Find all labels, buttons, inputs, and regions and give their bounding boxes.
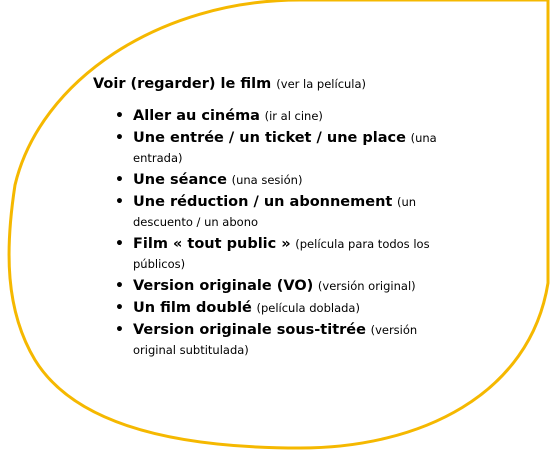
list-item (93, 128, 453, 168)
heading-translation: (ver la película) (276, 77, 367, 91)
bullet-icon: • (115, 300, 124, 316)
term-translation: (una entrada) (133, 131, 437, 165)
term-french: Version originale (VO) (133, 278, 314, 294)
term-french: Aller au cinéma (133, 108, 260, 124)
term-french: Un film doublé (133, 300, 252, 316)
bullet-icon: • (115, 172, 124, 188)
term-french: Une entrée / un ticket / une place (133, 130, 406, 146)
term-translation: (versión original) (317, 279, 416, 293)
term-french: Une réduction / un abonnement (133, 194, 393, 210)
bullet-icon: • (115, 130, 124, 146)
term-french: Film « tout public » (133, 236, 291, 252)
term-french: Version originale sous-titrée (133, 322, 366, 338)
vocab-list (93, 106, 453, 360)
list-item (93, 298, 453, 318)
term-french: Une séance (133, 172, 227, 188)
list-item (93, 192, 453, 232)
bullet-icon: • (115, 108, 124, 124)
list-item (93, 170, 453, 190)
heading-french: Voir (regarder) le film (93, 76, 272, 92)
list-item (93, 234, 453, 274)
term-translation: (ir al cine) (264, 109, 323, 123)
term-translation: (versión original subtitulada) (133, 323, 418, 357)
bullet-icon: • (115, 194, 124, 210)
term-translation: (una sesión) (231, 173, 303, 187)
vocab-content (93, 74, 453, 362)
bullet-icon: • (115, 278, 124, 294)
list-item (93, 106, 453, 126)
term-translation: (un descuento / un abono (133, 195, 417, 229)
term-translation: (película doblada) (256, 301, 360, 315)
term-translation: (película para todos los públicos) (133, 237, 430, 271)
bullet-icon: • (115, 322, 124, 338)
list-item (93, 276, 453, 296)
list-item (93, 320, 453, 360)
bullet-icon: • (115, 236, 124, 252)
section-heading (93, 74, 453, 94)
